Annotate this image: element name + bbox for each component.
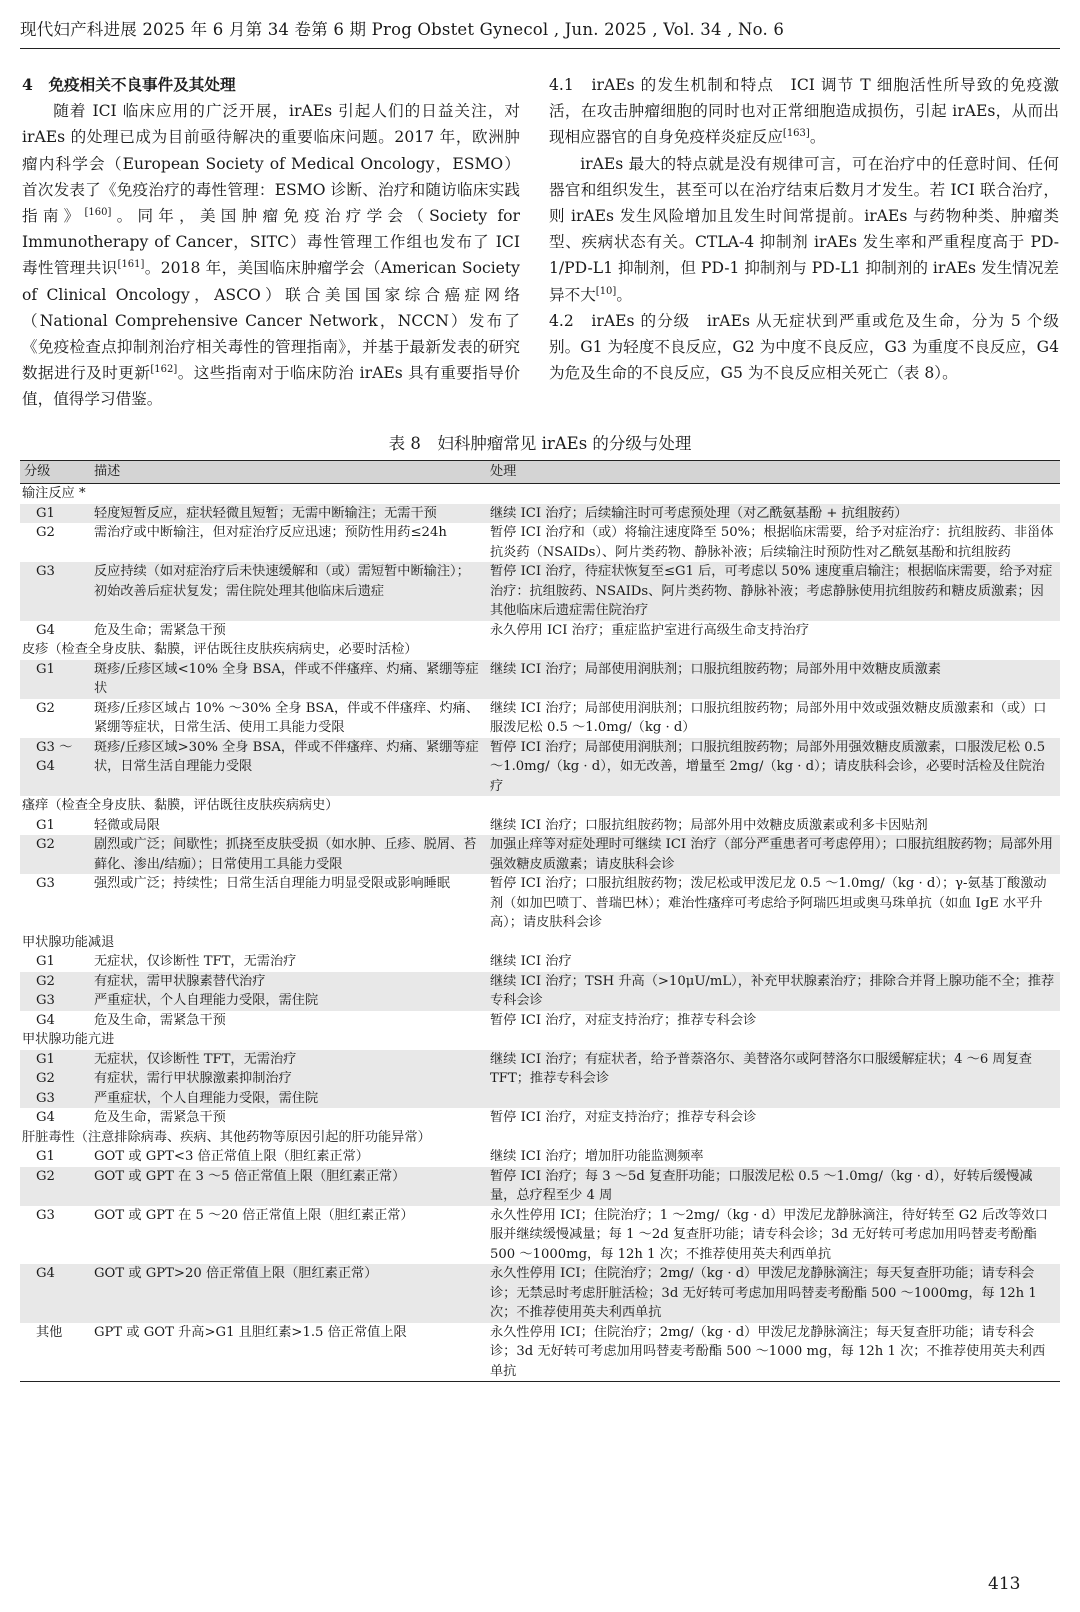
table-row: G3 反应持续（如对症治疗后未快速缓解和（或）需短暂中断输注）；初始改善后症状复发；需住院处理其他临床后遗症 暂停 ICI 治疗，待症状恢复至≤G1 后，可考虑以 50% 速度重启输注；根据临床需要，给予对症治疗：抗组胺药、NSAIDs、阿片类药物、静脉补液；考虑静脉使用抗组胺药和糖皮质激素；因其他临床后遗症需住院治疗 bbox=[20, 562, 1060, 621]
category-row: 甲状腺功能亢进 bbox=[22, 1032, 115, 1047]
citation: [161] bbox=[117, 259, 145, 271]
table-row: G1 无症状，仅诊断性 TFT，无需治疗 继续 ICI 治疗 bbox=[36, 954, 572, 969]
citation: [10] bbox=[595, 285, 617, 297]
irae-grading-table bbox=[20, 460, 1060, 1382]
running-header: 现代妇产科进展 2025 年 6 月第 34 卷第 6 期 Prog Obstet Gynecol , Jun. 2025 , Vol. 34 , No. 6 bbox=[20, 20, 785, 39]
table-row: G3 ～G4 斑疹/丘疹区域>30% 全身 BSA，伴或不伴瘙痒、灼痛、紧绷等症状，日常生活自理能力受限 暂停 ICI 治疗；局部使用润肤剂；口服抗组胺药物；局部外用强效糖皮质激素，口服泼尼松 0.5 ～1.0mg/（kg · d），如无改善，增量至 2mg/（kg · d）；请皮肤科会诊，必要时活检及住院治疗 bbox=[20, 738, 1060, 797]
table-row: G1 轻微或局限 继续 ICI 治疗；口服抗组胺药物；局部外用中效糖皮质激素或利多卡因贴剂 bbox=[36, 817, 928, 833]
table-row: G4 危及生命；需紧急干预 永久停用 ICI 治疗；重症监护室进行高级生命支持治疗 bbox=[36, 622, 810, 638]
table-row: G1 GOT 或 GPT<3 倍正常值上限（胆红素正常） 继续 ICI 治疗；增加肝功能监测频率 bbox=[36, 1149, 704, 1164]
table-row: G4 危及生命，需紧急干预 暂停 ICI 治疗，对症支持治疗；推荐专科会诊 bbox=[36, 1110, 757, 1125]
table-header-row bbox=[20, 461, 1060, 484]
table-row: G2 斑疹/丘疹区域占 10% ～30% 全身 BSA，伴或不伴瘙痒、灼痛、紧绷等症状，日常生活、使用工具能力受限 继续 ICI 治疗；局部使用润肤剂；口服抗组胺药物；局部外用中效或强效糖皮质激素和（或）口服泼尼松 0.5 ～1.0mg/（kg · d） bbox=[36, 700, 1047, 735]
table-row: 其他 GPT 或 GOT 升高>G1 且胆红素>1.5 倍正常值上限 永久性停用 ICI；住院治疗；2mg/（kg · d）甲泼尼龙静脉滴注；每天复查肝功能；请专科会诊；3d 无好转可考虑加用吗替麦考酚酯 500 ～1000 mg，每 12h 1 次；不推荐使用英夫利西单抗 bbox=[20, 1323, 1060, 1382]
left-column bbox=[22, 72, 520, 413]
table-row: G2 有症状，需甲状腺素替代治疗 继续 ICI 治疗；TSH 升高（>10μU/mL），补充甲状腺素治疗；排除合并肾上腺功能不全；推荐专科会诊 bbox=[20, 972, 1060, 992]
table-row: G4 GOT 或 GPT>20 倍正常值上限（胆红素正常） 永久性停用 ICI；住院治疗；2mg/（kg · d）甲泼尼龙静脉滴注；每天复查肝功能；请专科会诊；无禁忌时考虑肝脏活检；3d 无好转可考虑加用吗替麦考酚酯 500 ～1000mg，每 12h 1 次；不推荐使用英夫利西单抗 bbox=[20, 1264, 1060, 1323]
table-row: G2 需治疗或中断输注，但对症治疗反应迅速；预防性用药≤24h 暂停 ICI 治疗和（或）将输注速度降至 50%；根据临床需要，给予对症治疗：抗组胺药、非甾体抗炎药（NSAIDs）、阿片类药物、静脉补液；后续输注时预防性对乙酰氨基酚和抗组胺药 bbox=[36, 525, 1054, 560]
table-row: G3 强烈或广泛；持续性；日常生活自理能力明显受限或影响睡眠 暂停 ICI 治疗；口服抗组胺药物；泼尼松或甲泼尼龙 0.5 ～1.0mg/（kg · d）；γ-氨基丁酸激动剂（如加巴喷丁、普瑞巴林）；难治性瘙痒可考虑给予阿瑞匹坦或奥马珠单抗（如血 IgE 水平升高）；请皮肤科会诊 bbox=[36, 876, 1047, 930]
category-row: 甲状腺功能减退 bbox=[22, 934, 115, 950]
page-number: 413 bbox=[988, 1574, 1021, 1594]
header-grade: 分级 bbox=[20, 461, 90, 484]
category-row: 瘙痒（检查全身皮肤、黏膜，评估既往皮肤疾病病史） bbox=[22, 798, 339, 813]
table-row: G3 严重症状，个人自理能力受限，需住院 bbox=[20, 991, 1060, 1011]
paragraph: 随着 ICI 临床应用的广泛开展，irAEs 引起人们的日益关注，对 irAEs 的处理已成为目前亟待解决的重要临床问题。2017 年，欧洲肿瘤内科学会（European Society of Medical Oncology，ESMO）首次发表了《免疫治疗的毒性管理：ESMO 诊断、治疗和随访临床实践指南》[160]。同年，美国肿瘤免疫治疗学会（Society for Immunotherapy of Cancer，SITC）毒性管理工作组也发布了 ICI 毒性管理共识[161]。2018 年，美国临床肿瘤学会（American Society of Clinical Oncology，ASCO）联合美国国家综合癌症网络（National Comprehensive Cancer Network，NCCN）发布了《免疫检查点抑制剂治疗相关毒性的管理指南》，并基于最新发表的研究数据进行及时更新[162]。这些指南对于临床防治 irAEs 具有重要指导价值，值得学习借鉴。 bbox=[22, 102, 520, 409]
header-rule bbox=[20, 48, 1060, 49]
citation: [163] bbox=[782, 128, 810, 140]
subsection-4-2: 4.2 irAEs 的分级 irAEs 从无症状到严重或危及生命，分为 5 个级别。G1 为轻度不良反应，G2 为中度不良反应，G3 为重度不良反应，G4 为危及生命的不良反应，G5 为不良反应相关死亡（表 8）。 bbox=[549, 311, 1059, 383]
citation: [162] bbox=[150, 364, 178, 376]
category-row: 皮疹（检查全身皮肤、黏膜，评估既往皮肤疾病病史，必要时活检） bbox=[22, 642, 418, 657]
table-row: G2 GOT 或 GPT 在 3 ～5 倍正常值上限（胆红素正常） 暂停 ICI 治疗；每 3 ～5d 复查肝功能；口服泼尼松 0.5 ～1.0mg/（kg · d），好转后缓慢减量，总疗程至少 4 周 bbox=[20, 1167, 1060, 1206]
citation: [160] bbox=[84, 206, 112, 218]
table-row: G1 无症状，仅诊断性 TFT，无需治疗 继续 ICI 治疗；有症状者，给予普萘洛尔、美替洛尔或阿替洛尔口服缓解症状；4 ～6 周复查 TFT；推荐专科会诊 bbox=[20, 1050, 1060, 1070]
category-row: 肝脏毒性（注意排除病毒、疾病、其他药物等原因引起的肝功能异常） bbox=[22, 1129, 431, 1145]
table-row: G1 轻度短暂反应，症状轻微且短暂；无需中断输注；无需干预 继续 ICI 治疗；后续输注时可考虑预处理（对乙酰氨基酚 + 抗组胺药） bbox=[20, 504, 1060, 524]
subsection-4-1: 4.1 irAEs 的发生机制和特点 ICI 调节 T 细胞活性所导致的免疫激活，在攻击肿瘤细胞的同时也对正常细胞造成损伤，引起 irAEs，从而出现相应器官的自身免疫样炎症反应[163]。 bbox=[549, 76, 1059, 147]
table-row: G3 严重症状，个人自理能力受限，需住院 bbox=[20, 1089, 1060, 1109]
table-row: G2 有症状，需行甲状腺激素抑制治疗 bbox=[20, 1069, 1060, 1089]
right-column bbox=[549, 72, 1059, 386]
table-row: G2 剧烈或广泛；间歇性；抓挠至皮肤受损（如水肿、丘疹、脱屑、苔藓化、渗出/结痂）；日常使用工具能力受限 加强止痒等对症处理时可继续 ICI 治疗（部分严重患者可考虑停用）；口服抗组胺药物；局部外用强效糖皮质激素；请皮肤科会诊 bbox=[20, 835, 1060, 874]
table-row: G1 斑疹/丘疹区域<10% 全身 BSA，伴或不伴瘙痒、灼痛、紧绷等症状 继续 ICI 治疗；局部使用润肤剂；口服抗组胺药物；局部外用中效糖皮质激素 bbox=[20, 660, 1060, 699]
table-row: G3 GOT 或 GPT 在 5 ～20 倍正常值上限（胆红素正常） 永久性停用 ICI；住院治疗；1 ～2mg/（kg · d）甲泼尼龙静脉滴注，待好转至 G2 后改等效口服并继续缓慢减量；每 1 ～2d 复查肝功能；请专科会诊；3d 无好转可考虑加用吗替麦考酚酯 500 ～1000mg，每 12h 1 次；不推荐使用英夫利西单抗 bbox=[36, 1207, 1048, 1262]
section-title: 4 免疫相关不良事件及其处理 bbox=[22, 75, 236, 94]
table-row: G4 危及生命，需紧急干预 暂停 ICI 治疗，对症支持治疗；推荐专科会诊 bbox=[36, 1012, 757, 1028]
header-treatment: 处理 bbox=[486, 461, 1060, 484]
paragraph: irAEs 最大的特点就是没有规律可言，可在治疗中的任意时间、任何器官和组织发生，甚至可以在治疗结束后数月才发生。若 ICI 联合治疗，则 irAEs 发生风险增加且发生时间常提前。irAEs 与药物种类、肿瘤类型、疾病状态有关。CTLA-4 抑制剂 irAEs 发生率和严重程度高于 PD-1/PD-L1 抑制剂，但 PD-1 抑制剂与 PD-L1 抑制剂的 irAEs 发生情况差异不大[10]。 bbox=[549, 154, 1059, 304]
category-row: 输注反应 * bbox=[22, 486, 86, 501]
table-title: 表 8 妇科肿瘤常见 irAEs 的分级与处理 bbox=[388, 434, 692, 453]
header-description: 描述 bbox=[90, 461, 486, 484]
